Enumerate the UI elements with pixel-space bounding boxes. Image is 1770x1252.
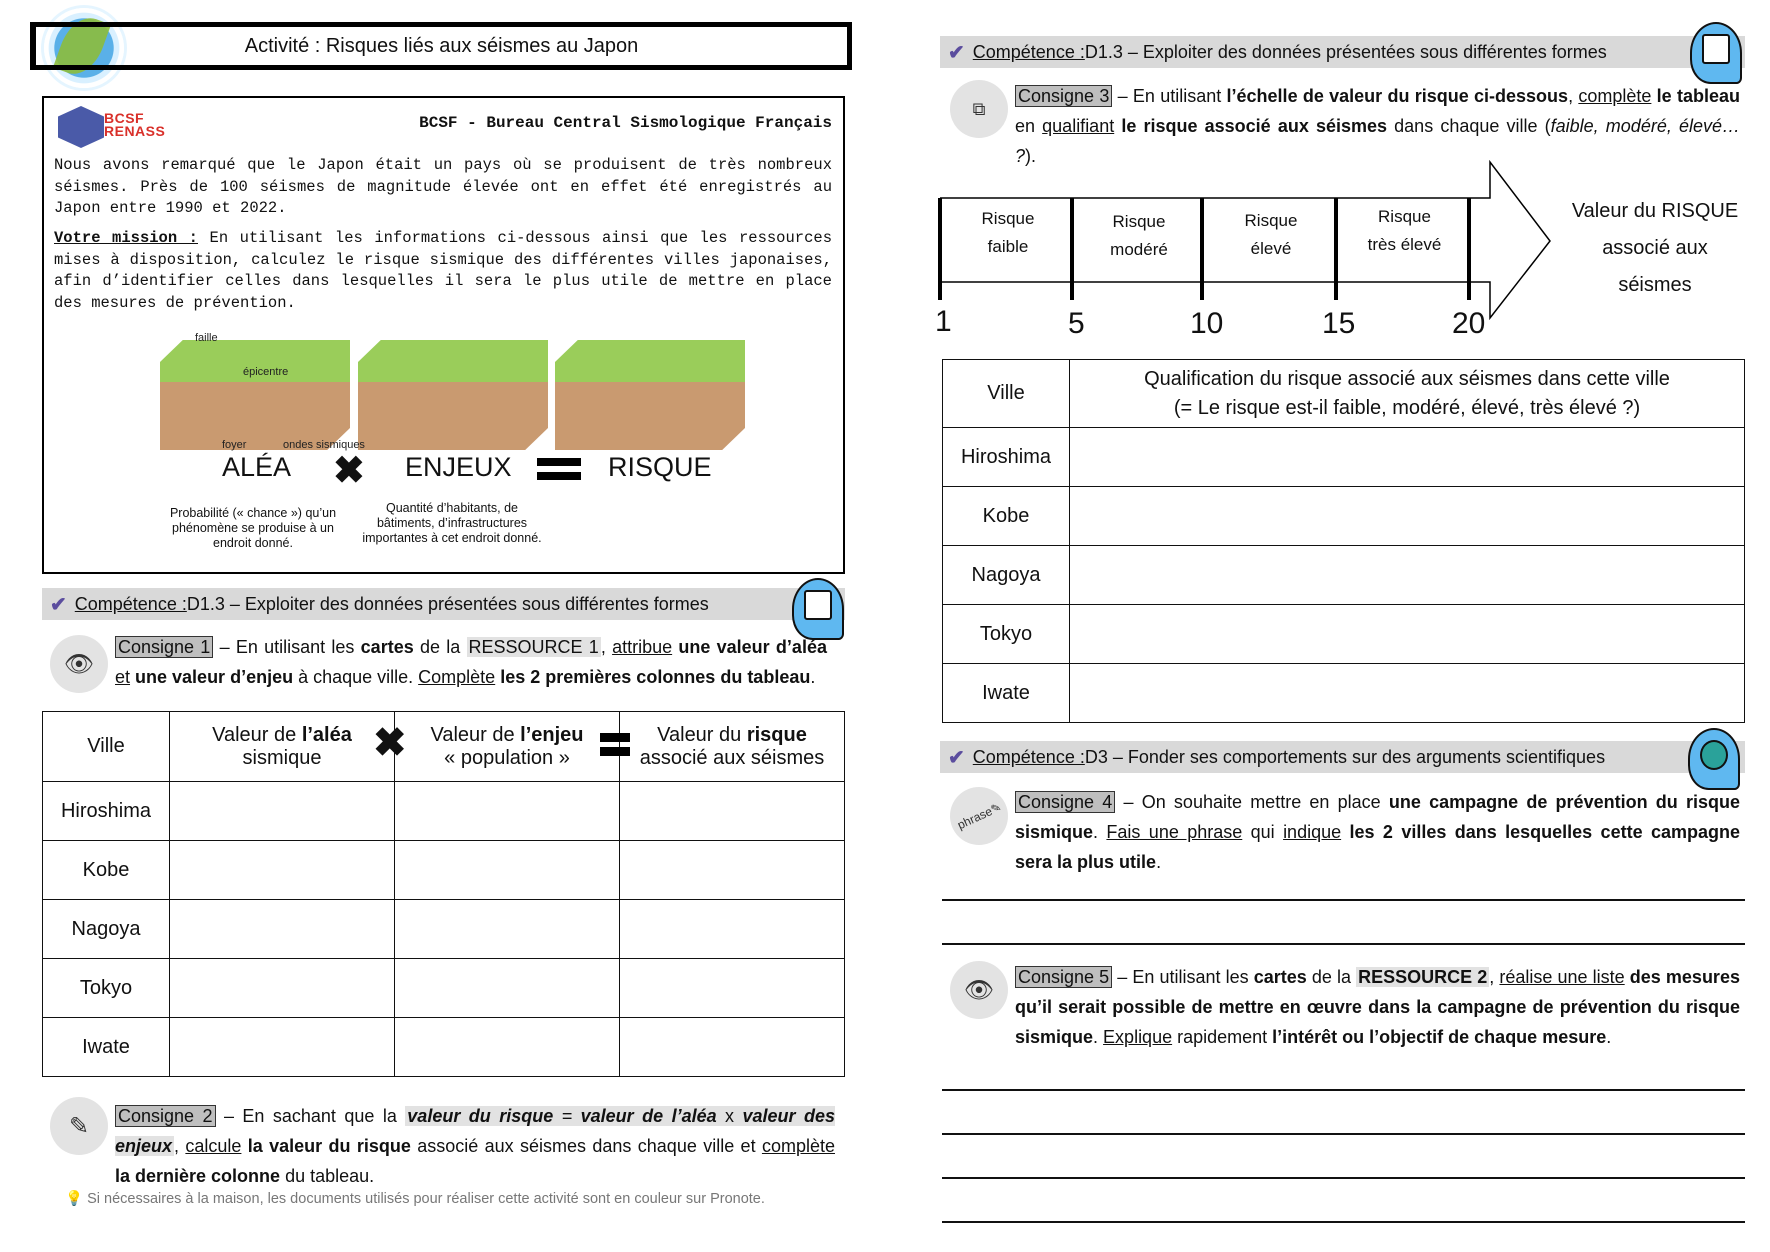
table-row: Hiroshima bbox=[943, 428, 1745, 487]
alea-block-diagram bbox=[160, 340, 350, 450]
scale-segment-tres-eleve: Risque très élevé bbox=[1367, 207, 1442, 254]
consigne-4: Consigne 4 – On souhaite mettre en place une campagne de prévention du risque sismique. Fais une phrase qui indique les 2 villes dans lesquelles cette campagne sera la plus utile. bbox=[1015, 792, 1740, 872]
alea-input-cell[interactable] bbox=[170, 782, 395, 841]
risque-input-cell[interactable] bbox=[620, 900, 845, 959]
enjeu-input-cell[interactable] bbox=[395, 900, 620, 959]
equals-icon bbox=[537, 458, 581, 466]
consigne-2: Consigne 2 – En sachant que la valeur du risque = valeur de l’aléa x valeur des enjeux , calcule la valeur du risque associé aux séismes dans chaque ville et complète la dernière colonne du tableau. bbox=[115, 1106, 835, 1186]
head-clipboard-icon bbox=[1690, 22, 1742, 84]
equals-operator-icon bbox=[600, 733, 630, 742]
enjeu-input-cell[interactable] bbox=[395, 841, 620, 900]
qualification-input-cell[interactable] bbox=[1070, 487, 1745, 546]
enjeu-input-cell[interactable] bbox=[395, 959, 620, 1018]
check-icon: ✔ bbox=[948, 746, 965, 769]
table-row: Kobe bbox=[43, 841, 845, 900]
scale-segment-faible: Risque faible bbox=[981, 209, 1035, 256]
competence-bar-d3: ✔ Compétence : D3 – Fonder ses comportements sur des arguments scientifiques bbox=[940, 741, 1745, 773]
equals-operator-icon-bar bbox=[600, 747, 630, 756]
check-icon: ✔ bbox=[948, 41, 965, 64]
aleas-enjeux-table bbox=[42, 711, 845, 1077]
equals-icon-bar bbox=[537, 472, 581, 480]
bcsf-header: BCSF - Bureau Central Sismologique Français bbox=[419, 114, 832, 132]
table-row: Tokyo bbox=[943, 605, 1745, 664]
qualification-input-cell[interactable] bbox=[1070, 428, 1745, 487]
consigne-1: Consigne 1 – En utilisant les cartes de la RESSOURCE 1 , attribue une valeur d’aléa et une valeur d’enjeu à chaque ville. Complète les 2 premières colonnes du tableau. bbox=[115, 637, 827, 687]
table-header-row: Ville Qualification du risque associé aux séismes dans cette ville (= Le risque est-il faible, modéré, élevé, très élevé ?) bbox=[943, 360, 1745, 428]
table-row: Kobe bbox=[943, 487, 1745, 546]
risque-input-cell[interactable] bbox=[620, 782, 845, 841]
head-clipboard-icon bbox=[792, 578, 844, 640]
risque-block-diagram bbox=[555, 340, 745, 450]
scale-segment-eleve: Risque élevé bbox=[1244, 211, 1298, 258]
phrase-pencil-icon: phrase✎ bbox=[950, 787, 1008, 845]
enjeu-input-cell[interactable] bbox=[395, 1018, 620, 1077]
alea-input-cell[interactable] bbox=[170, 1018, 395, 1077]
qualification-input-cell[interactable] bbox=[1070, 605, 1745, 664]
answer-line-c5[interactable] bbox=[942, 1177, 1745, 1179]
times-icon: ✖ bbox=[333, 450, 365, 492]
alea-input-cell[interactable] bbox=[170, 841, 395, 900]
bcsf-logo-text: BCSF RENASS bbox=[104, 110, 166, 139]
enjeux-word: ENJEUX bbox=[405, 452, 512, 482]
check-icon: ✔ bbox=[50, 593, 67, 616]
answer-line-c5[interactable] bbox=[942, 1133, 1745, 1135]
alea-input-cell[interactable] bbox=[170, 959, 395, 1018]
table-row: Tokyo bbox=[43, 959, 845, 1018]
label-epicentre: épicentre bbox=[243, 366, 289, 378]
competence-bar-d13-right: ✔ Compétence : D1.3 – Exploiter des données présentées sous différentes formes bbox=[940, 36, 1745, 68]
tick-20: 20 bbox=[1452, 307, 1486, 340]
table-row: Iwate bbox=[943, 664, 1745, 723]
scale-arrow-label: Valeur du RISQUE associé aux séismes bbox=[1571, 200, 1739, 296]
page-title: Activité : Risques liés aux séismes au Japon bbox=[30, 22, 852, 70]
lightbulb-icon: 💡 bbox=[65, 1191, 84, 1207]
label-ondes: ondes sismiques bbox=[283, 439, 365, 451]
times-operator-icon: ✖ bbox=[373, 721, 407, 765]
answer-line-c4[interactable] bbox=[942, 943, 1745, 945]
tick-15: 15 bbox=[1322, 307, 1356, 340]
label-foyer: foyer bbox=[222, 439, 247, 451]
enjeux-block-diagram bbox=[358, 340, 548, 450]
consigne-5: Consigne 5 – En utilisant les cartes de la RESSOURCE 2 , réalise une liste des mesures qu’il serait possible de mettre en œuvre dans la campagne de prévention du risque sismique. Explique rapidement l’intérêt ou l’objectif de chaque mesure. bbox=[1015, 967, 1740, 1047]
qualification-input-cell[interactable] bbox=[1070, 546, 1745, 605]
competence-bar-d13-left: ✔ Compétence : D1.3 – Exploiter des données présentées sous différentes formes bbox=[42, 588, 845, 620]
head-globe-icon bbox=[1688, 728, 1740, 790]
scale-segment-modere: Risque modéré bbox=[1110, 212, 1168, 259]
label-faille: faille bbox=[195, 332, 218, 344]
table-row: Nagoya bbox=[43, 900, 845, 959]
bcsf-intro: Nous avons remarqué que le Japon était un pays où se produisent de très nombreux séismes. Près de 100 séismes de magnitude élevée ont en effet été enregistrés au Japon entre 1990 et 2022. bbox=[54, 156, 832, 217]
footnote: 💡 Si nécessaires à la maison, les documents utilisés pour réaliser cette activité sont en couleur sur Pronote. bbox=[65, 1191, 765, 1207]
risque-input-cell[interactable] bbox=[620, 1018, 845, 1077]
enjeu-input-cell[interactable] bbox=[395, 782, 620, 841]
enjeux-caption: Quantité d’habitants, de bâtiments, d’infrastructures importantes à cet endroit donné. bbox=[362, 501, 542, 545]
bcsf-mission: Votre mission : En utilisant les informations ci-dessous ainsi que les ressources mises à disposition, calculez le risque sismique des différentes villes japonaises, afin d’identifier celles dans lesquelles il sera le plus utile de mettre en place des mesures de prévention. bbox=[54, 229, 832, 312]
header-alea: Valeur de l’aléa sismique bbox=[170, 712, 395, 782]
alea-word: ALÉA bbox=[222, 452, 292, 482]
risk-qualification-table bbox=[942, 359, 1745, 723]
consigne-3: Consigne 3 – En utilisant l’échelle de valeur du risque ci-dessous, complète le tableau en qualifiant le risque associé aux séismes dans chaque ville (faible, modéré, élevé… ?). bbox=[1015, 86, 1740, 166]
table-row: Hiroshima bbox=[43, 782, 845, 841]
tick-10: 10 bbox=[1190, 307, 1224, 340]
qualification-input-cell[interactable] bbox=[1070, 664, 1745, 723]
flowchart-pencil-icon: ⧉ bbox=[950, 80, 1008, 138]
table-header-row bbox=[43, 712, 845, 782]
header-enjeu: Valeur de l’enjeu « population » bbox=[395, 712, 620, 782]
risque-input-cell[interactable] bbox=[620, 841, 845, 900]
eye-document-icon: 👁 bbox=[50, 635, 108, 693]
header-risque: Valeur du risque associé aux séismes bbox=[620, 712, 845, 782]
eye-document-icon: 👁 bbox=[950, 961, 1008, 1019]
risque-word: RISQUE bbox=[608, 452, 712, 482]
answer-line-c5[interactable] bbox=[942, 1221, 1745, 1223]
answer-line-c5[interactable] bbox=[942, 1089, 1745, 1091]
pencil-calculation-icon: ✎ bbox=[50, 1097, 108, 1155]
tick-5: 5 bbox=[1068, 307, 1085, 340]
risque-input-cell[interactable] bbox=[620, 959, 845, 1018]
table-row: Iwate bbox=[43, 1018, 845, 1077]
alea-caption: Probabilité (« chance ») qu’un phénomène se produise à un endroit donné. bbox=[169, 506, 337, 550]
answer-line-c4[interactable] bbox=[942, 899, 1745, 901]
header-ville: Ville bbox=[43, 712, 170, 782]
tick-1: 1 bbox=[935, 305, 952, 338]
table-row: Nagoya bbox=[943, 546, 1745, 605]
alea-input-cell[interactable] bbox=[170, 900, 395, 959]
